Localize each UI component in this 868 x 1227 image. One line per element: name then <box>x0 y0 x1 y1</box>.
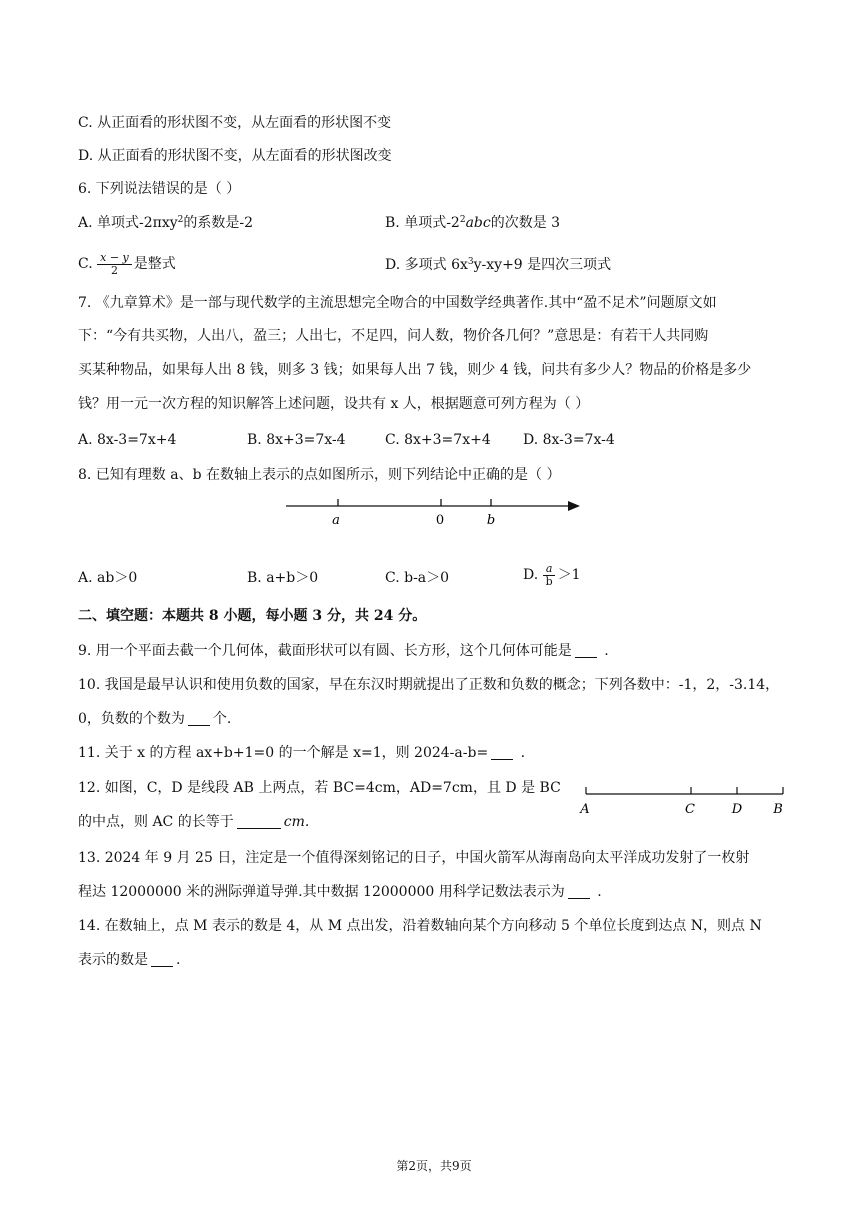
q13-line-1: 13. 2024 年 9 月 25 日，注定是一个值得深刻铭记的日子，中国火箭军从海南岛向太平洋成功发射了一枚射 <box>78 850 750 866</box>
q9-post: . <box>599 643 609 659</box>
label-b: b <box>486 513 496 528</box>
q8-stem: 8. 已知有理数 a、b 在数轴上表示的点如图所示，则下列结论中正确的是（ ） <box>78 467 561 483</box>
q7-option-d: D. 8x-3=7x-4 <box>523 432 615 448</box>
q13-blank[interactable] <box>568 884 590 899</box>
q11-text: 11. 关于 x 的方程 ax+b+1=0 的一个解是 x=1，则 2024-a-b= <box>78 745 489 761</box>
q8-d-fraction <box>543 563 556 588</box>
q12-unit: cm. <box>283 814 310 830</box>
q7-option-b: B. 8x+3=7x-4 <box>247 432 346 448</box>
q7-line-2: 下：“今有共买物，人出八，盈三；人出七，不足四，问人数，物价各几何？”意思是：有若干人共同购 <box>78 328 709 344</box>
q11 <box>78 743 525 763</box>
q6-a-sup: 2 <box>177 215 184 225</box>
q6-option-d <box>385 255 611 275</box>
q9 <box>78 641 609 661</box>
q5-option-d: D. 从正面看的形状图不变，从左面看的形状图改变 <box>78 148 392 164</box>
q6-option-c <box>78 250 176 278</box>
q11-post: . <box>516 745 526 761</box>
q13-post: . <box>592 884 602 900</box>
q10-line-2 <box>78 709 231 729</box>
q11-blank[interactable] <box>491 745 513 760</box>
label-zero: 0 <box>435 513 445 528</box>
q10-line-1: 10. 我国是最早认识和使用负数的国家，早在东汉时期就提出了正数和负数的概念；下列各数中：-1，2，-3.14， <box>78 677 780 693</box>
q14-text: 表示的数是 <box>78 952 148 968</box>
number-line-figure <box>280 490 590 530</box>
page-footer: 第2页，共9页 <box>396 1159 472 1173</box>
number-line-arrow <box>568 501 580 511</box>
q6-a-post: 的系数是-2 <box>183 215 254 231</box>
q10-post: 个. <box>212 711 232 727</box>
q12-blank[interactable] <box>237 814 281 829</box>
q12-text: 的中点，则 AC 的长等于 <box>78 814 234 830</box>
q6-b-sup: 2 <box>459 215 466 225</box>
q6-a-pre: A. 单项式-2πxy <box>78 215 178 231</box>
q14-post: . <box>176 952 181 968</box>
q13-line-2 <box>78 882 602 902</box>
segment-figure <box>576 780 796 820</box>
q13-text: 程达 12000000 米的洲际弹道导弹.其中数据 12000000 用科学记数法表示为 <box>78 884 565 900</box>
q8-d-post: ＞1 <box>557 567 581 583</box>
q6-b-var: abc <box>465 215 491 231</box>
q6-c-denominator: 2 <box>110 263 118 277</box>
q14-line-1: 14. 在数轴上，点 M 表示的数是 4，从 M 点出发，沿着数轴向某个方向移动 5 个单位长度到达点 N，则点 N <box>78 918 762 934</box>
section-2-heading: 二、填空题：本题共 8 小题，每小题 3 分，共 24 分。 <box>78 608 427 624</box>
label-point-a: A <box>580 802 590 817</box>
q14-blank[interactable] <box>151 952 173 967</box>
q9-text: 9. 用一个平面去截一个几何体，截面形状可以有圆、长方形，这个几何体可能是 <box>78 643 572 659</box>
q7-line-1: 7. 《九章算术》是一部与现代数学的主流思想完全吻合的中国数学经典著作.其中“盈不足术”问题原文如 <box>78 295 717 311</box>
q12-line-1: 12. 如图，C，D 是线段 AB 上两点，若 BC=4cm，AD=7cm，且 D 是 BC <box>78 780 561 796</box>
q8-option-c: C. b-a＞0 <box>385 570 450 586</box>
q8-option-a: A. ab＞0 <box>78 570 138 586</box>
q9-blank[interactable] <box>575 643 597 658</box>
q10-blank[interactable] <box>188 711 210 726</box>
q6-d-pre: D. 多项式 6x <box>385 257 468 273</box>
q6-c-numerator: x − y <box>97 252 132 265</box>
q5-option-c: C. 从正面看的形状图不变，从左面看的形状图不变 <box>78 115 392 131</box>
q7-line-3: 买某种物品，如果每人出 8 钱，则多 3 钱；如果每人出 7 钱，则少 4 钱，问共有多少人？物品的价格是多少 <box>78 362 752 378</box>
label-a: a <box>332 513 340 528</box>
q8-d-denominator: b <box>545 574 553 588</box>
q8-option-d <box>523 560 581 590</box>
q6-c-fraction <box>97 252 132 277</box>
q10-text: 0，负数的个数为 <box>78 711 185 727</box>
q7-option-a: A. 8x-3=7x+4 <box>78 432 177 448</box>
q6-d-sup: 3 <box>467 257 474 267</box>
q6-b-post: 的次数是 3 <box>490 215 561 231</box>
q8-d-prefix: D. <box>523 567 539 583</box>
q8-option-b: B. a+b＞0 <box>247 570 319 586</box>
q7-line-4: 钱？用一元一次方程的知识解答上述问题，设共有 x 人，根据题意可列方程为（ ） <box>78 396 590 412</box>
label-point-d: D <box>731 802 743 817</box>
q6-c-prefix: C. <box>78 256 93 272</box>
q7-option-c: C. 8x+3=7x+4 <box>385 432 491 448</box>
label-point-c: C <box>685 802 695 817</box>
q14-line-2 <box>78 950 180 970</box>
q6-c-post: 是整式 <box>133 256 176 272</box>
q12-line-2 <box>78 812 309 832</box>
q6-option-b <box>385 213 560 233</box>
q8-d-numerator: a <box>543 563 556 576</box>
label-point-b: B <box>773 802 783 817</box>
q6-stem: 6. 下列说法错误的是（ ） <box>78 181 241 197</box>
q6-d-post: y-xy+9 是四次三项式 <box>473 257 612 273</box>
q6-b-pre: B. 单项式-2 <box>385 215 460 231</box>
q6-option-a <box>78 213 253 233</box>
